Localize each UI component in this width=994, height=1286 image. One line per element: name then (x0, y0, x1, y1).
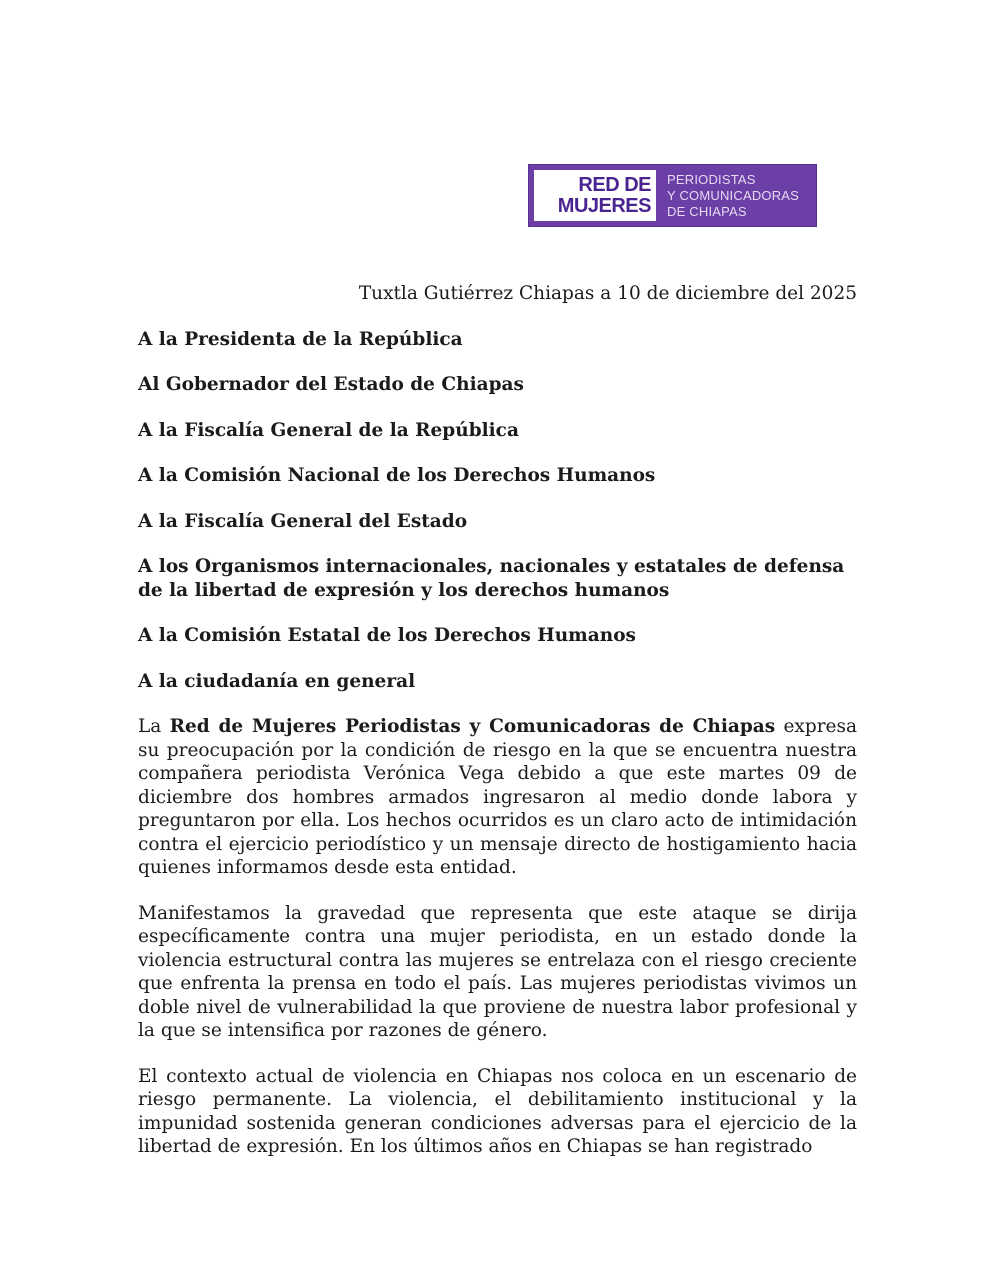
recipient-gobernador: Al Gobernador del Estado de Chiapas (138, 374, 524, 395)
paragraph-1-rest: expresa su preocupación por la condición de riesgo en la que se encuentra nuestra compañera periodista Verónica Vega debido a que este martes 09 de diciembre dos hombres armados ingresaron al medio donde labora y preguntaron por ella. Los hechos ocurridos es un claro acto de intimidación contra el ejercicio periodístico y un mensaje directo de hostigamiento hacia quienes informamos desde esta entidad. (138, 716, 858, 878)
logo-wordmark-box (534, 170, 656, 221)
logo-tagline-line3: DE CHIAPAS (667, 203, 747, 219)
logo-wordmark-line1: RED DE (578, 173, 651, 196)
recipient-ciudadania: A la ciudadanía en general (138, 670, 416, 692)
organization-name-bold: Red de Mujeres Periodistas y Comunicadoras de Chiapas (169, 716, 776, 737)
recipient-fiscalia-estado: A la Fiscalía General del Estado (138, 510, 468, 532)
recipient-presidenta: A la Presidenta de la República (138, 328, 463, 350)
paragraph-1 (138, 715, 857, 880)
logo-tagline (656, 170, 811, 221)
paragraph-1-prefix: La (138, 716, 170, 737)
recipient-cndh: A la Comisión Nacional de los Derechos Humanos (138, 465, 656, 486)
recipient-organismos: A los Organismos internacionales, nacionales y estatales de defensa de la libertad de expresión y los derechos humanos (138, 556, 845, 601)
paragraph-3: El contexto actual de violencia en Chiapas nos coloca en un escenario de riesgo permanente. La violencia, el debilitamiento institucional y la impunidad sostenida generan condiciones adversas para el ejercicio de la libertad de expresión. En los últimos años en Chiapas se han registrado (138, 1065, 857, 1157)
letter-content (138, 282, 857, 1181)
recipient-comision-estatal: A la Comisión Estatal de los Derechos Humanos (138, 625, 636, 646)
dateline: Tuxtla Gutiérrez Chiapas a 10 de diciembre del 2025 (358, 283, 857, 304)
logo-wordmark-line2: MUJERES (557, 194, 651, 217)
paragraph-2: Manifestamos la gravedad que representa que este ataque se dirija específicamente contra una mujer periodista, en un estado donde la violencia estructural contra las mujeres se entrelaza con el riesgo creciente que enfrenta la prensa en todo el país. Las mujeres periodistas vivimos un doble nivel de vulnerabilidad la que proviene de nuestra labor profesional y la que se intensifica por razones de género. (138, 902, 857, 1041)
logo-tagline-line1: PERIODISTAS (667, 171, 756, 187)
organization-logo (528, 164, 817, 227)
recipient-fiscalia-republica: A la Fiscalía General de la República (138, 419, 519, 441)
logo-tagline-line2: Y COMUNICADORAS (667, 187, 800, 203)
